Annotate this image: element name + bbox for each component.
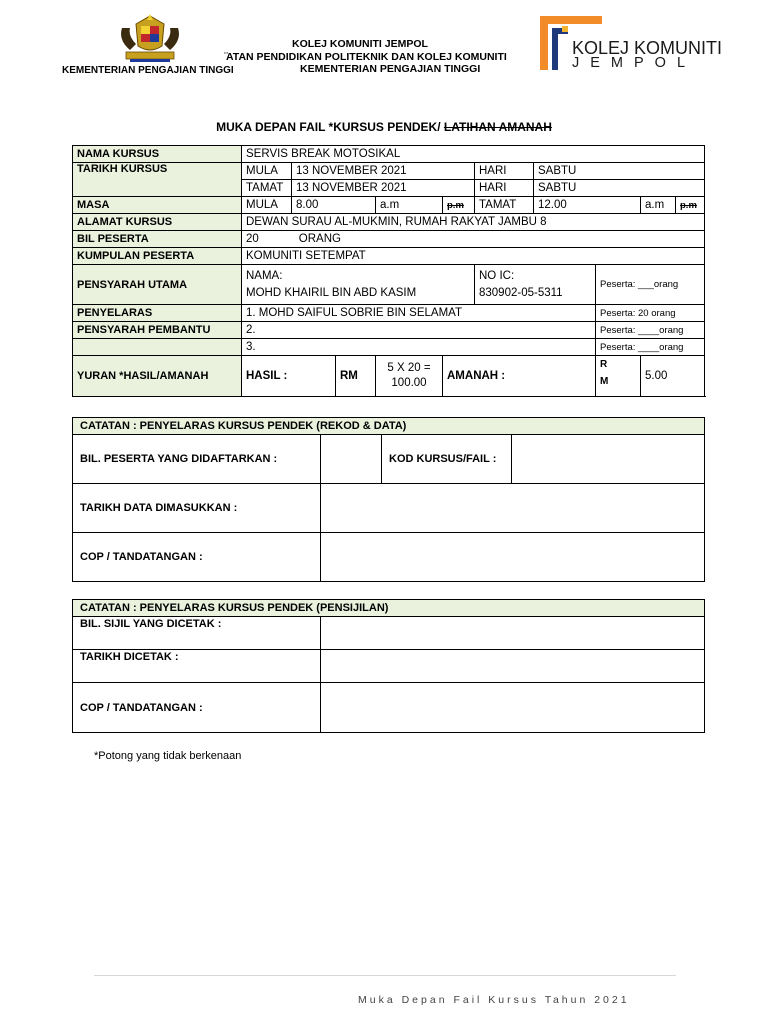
value-masa-tamat: 12.00 xyxy=(534,197,641,214)
rekod-data-table xyxy=(72,417,705,582)
value-pembantu-3: 3. xyxy=(242,339,596,356)
footer-divider xyxy=(94,975,676,976)
rm-m: M xyxy=(600,376,609,387)
value-tamat-date: 13 NOVEMBER 2021 xyxy=(292,180,475,197)
value-mula-date: 13 NOVEMBER 2021 xyxy=(292,163,475,180)
logo-text-kolej-komuniti: KOLEJ KOMUNITI xyxy=(572,38,723,58)
label-kumpulan: KUMPULAN PESERTA xyxy=(73,248,242,265)
nama-value: MOHD KHAIRIL BIN ABD KASIM xyxy=(246,286,417,299)
label-pm-tamat: p.m xyxy=(676,197,705,214)
field-bil-didaftar[interactable] xyxy=(321,435,382,484)
value-kumpulan: KOMUNITI SETEMPAT xyxy=(242,248,705,265)
label-pm-mula: p.m xyxy=(443,197,475,214)
label-tarikh-data: TARIKH DATA DIMASUKKAN : xyxy=(73,484,321,533)
rm-r: R xyxy=(600,359,608,370)
label-tamat: TAMAT xyxy=(242,180,292,197)
label-mula: MULA xyxy=(242,163,292,180)
value-nama-kursus: SERVIS BREAK MOTOSIKAL xyxy=(242,146,705,163)
field-tarikh-dicetak[interactable] xyxy=(321,650,705,683)
label-am-tamat: a.m xyxy=(641,197,676,214)
value-amanah: 5.00 xyxy=(641,356,705,397)
document-title xyxy=(0,120,768,134)
label-tarikh-kursus: TARIKH KURSUS xyxy=(73,163,242,197)
label-hari: HARI xyxy=(475,163,534,180)
label-rm-amanah xyxy=(596,356,641,397)
footer-text: Muka Depan Fail Kursus Tahun 2021 xyxy=(358,994,630,1006)
field-cop-rekod[interactable] xyxy=(321,533,705,582)
value-pensyarah-ic xyxy=(475,265,596,305)
label-bil-didaftar: BIL. PESERTA YANG DIDAFTARKAN : xyxy=(73,435,321,484)
header-ministry: KEMENTERIAN PENGAJIAN TINGGI xyxy=(300,63,481,75)
label-kod-kursus: KOD KURSUS/FAIL : xyxy=(382,435,512,484)
value-penyelaras: 1. MOHD SAIFUL SOBRIE BIN SELAMAT xyxy=(242,305,596,322)
header-college-name: KOLEJ KOMUNITI JEMPOL xyxy=(292,38,428,50)
label-bil-peserta: BIL PESERTA xyxy=(73,231,242,248)
footnote: *Potong yang tidak berkenaan xyxy=(94,750,242,762)
value-mula-hari: SABTU xyxy=(534,163,705,180)
ministry-left-label: KEMENTERIAN PENGAJIAN TINGGI xyxy=(62,65,234,76)
label-alamat: ALAMAT KURSUS xyxy=(73,214,242,231)
value-alamat: DEWAN SURAU AL-MUKMIN, RUMAH RAKYAT JAMBU 8 xyxy=(242,214,705,231)
label-rm-hasil: RM xyxy=(336,356,376,397)
label-cop-sijil: COP / TANDATANGAN : xyxy=(73,683,321,733)
value-bil-peserta xyxy=(242,231,705,248)
value-pensyarah-nama xyxy=(242,265,475,305)
label-yuran: YURAN *HASIL/AMANAH xyxy=(73,356,242,397)
label-cop-rekod: COP / TANDATANGAN : xyxy=(73,533,321,582)
header-department: ̈ATAN PENDIDIKAN POLITEKNIK DAN KOLEJ KOMUNITI xyxy=(226,51,507,63)
label-tarikh-dicetak: TARIKH DICETAK : xyxy=(73,650,321,683)
logo-text-jempol: JEMPOL xyxy=(572,55,697,71)
label-pembantu-blank xyxy=(73,339,242,356)
label-pensyarah-pembantu: PENSYARAH PEMBANTU xyxy=(73,322,242,339)
malaysia-crest-logo xyxy=(112,14,188,66)
label-penyelaras: PENYELARAS xyxy=(73,305,242,322)
value-masa-mula: 8.00 xyxy=(292,197,376,214)
hasil-calc-2: 100.00 xyxy=(391,377,427,389)
label-bil-sijil: BIL. SIJIL YANG DICETAK : xyxy=(73,617,321,650)
label-masa-mula: MULA xyxy=(242,197,292,214)
field-tarikh-data[interactable] xyxy=(321,484,705,533)
label-amanah: AMANAH : xyxy=(443,356,596,397)
noic-label: NO IC: xyxy=(479,269,515,282)
sijil-title: CATATAN : PENYELARAS KURSUS PENDEK (PENSIJILAN) xyxy=(73,600,705,617)
bil-unit: ORANG xyxy=(298,233,341,245)
field-cop-sijil[interactable] xyxy=(321,683,705,733)
hasil-calc-1: 5 X 20 = xyxy=(387,362,431,374)
peserta-utama: Peserta: ___orang xyxy=(596,265,705,305)
peserta-pembantu-3: Peserta: ____orang xyxy=(596,339,705,356)
peserta-pembantu-2: Peserta: ____orang xyxy=(596,322,705,339)
bil-number: 20 xyxy=(246,233,259,245)
nama-label: NAMA: xyxy=(246,269,283,282)
rekod-title: CATATAN : PENYELARAS KURSUS PENDEK (REKOD & DATA) xyxy=(73,418,705,435)
value-hasil xyxy=(376,356,443,397)
label-hasil: HASIL : xyxy=(242,356,336,397)
course-info-table xyxy=(72,145,705,397)
value-pembantu-2: 2. xyxy=(242,322,596,339)
label-masa-tamat: TAMAT xyxy=(475,197,534,214)
label-pensyarah-utama: PENSYARAH UTAMA xyxy=(73,265,242,305)
title-struck: LATIHAN AMANAH xyxy=(443,120,552,134)
peserta-penyelaras: Peserta: 20 orang xyxy=(596,305,705,322)
value-tamat-hari: SABTU xyxy=(534,180,705,197)
label-nama-kursus: NAMA KURSUS xyxy=(73,146,242,163)
field-kod-kursus[interactable] xyxy=(512,435,705,484)
pensijilan-table xyxy=(72,599,705,733)
noic-value: 830902-05-5311 xyxy=(479,286,563,299)
label-masa: MASA xyxy=(73,197,242,214)
label-hari-tamat: HARI xyxy=(475,180,534,197)
label-am-mula: a.m xyxy=(376,197,443,214)
title-main: MUKA DEPAN FAIL *KURSUS PENDEK/ xyxy=(216,120,444,134)
field-bil-sijil[interactable] xyxy=(321,617,705,650)
